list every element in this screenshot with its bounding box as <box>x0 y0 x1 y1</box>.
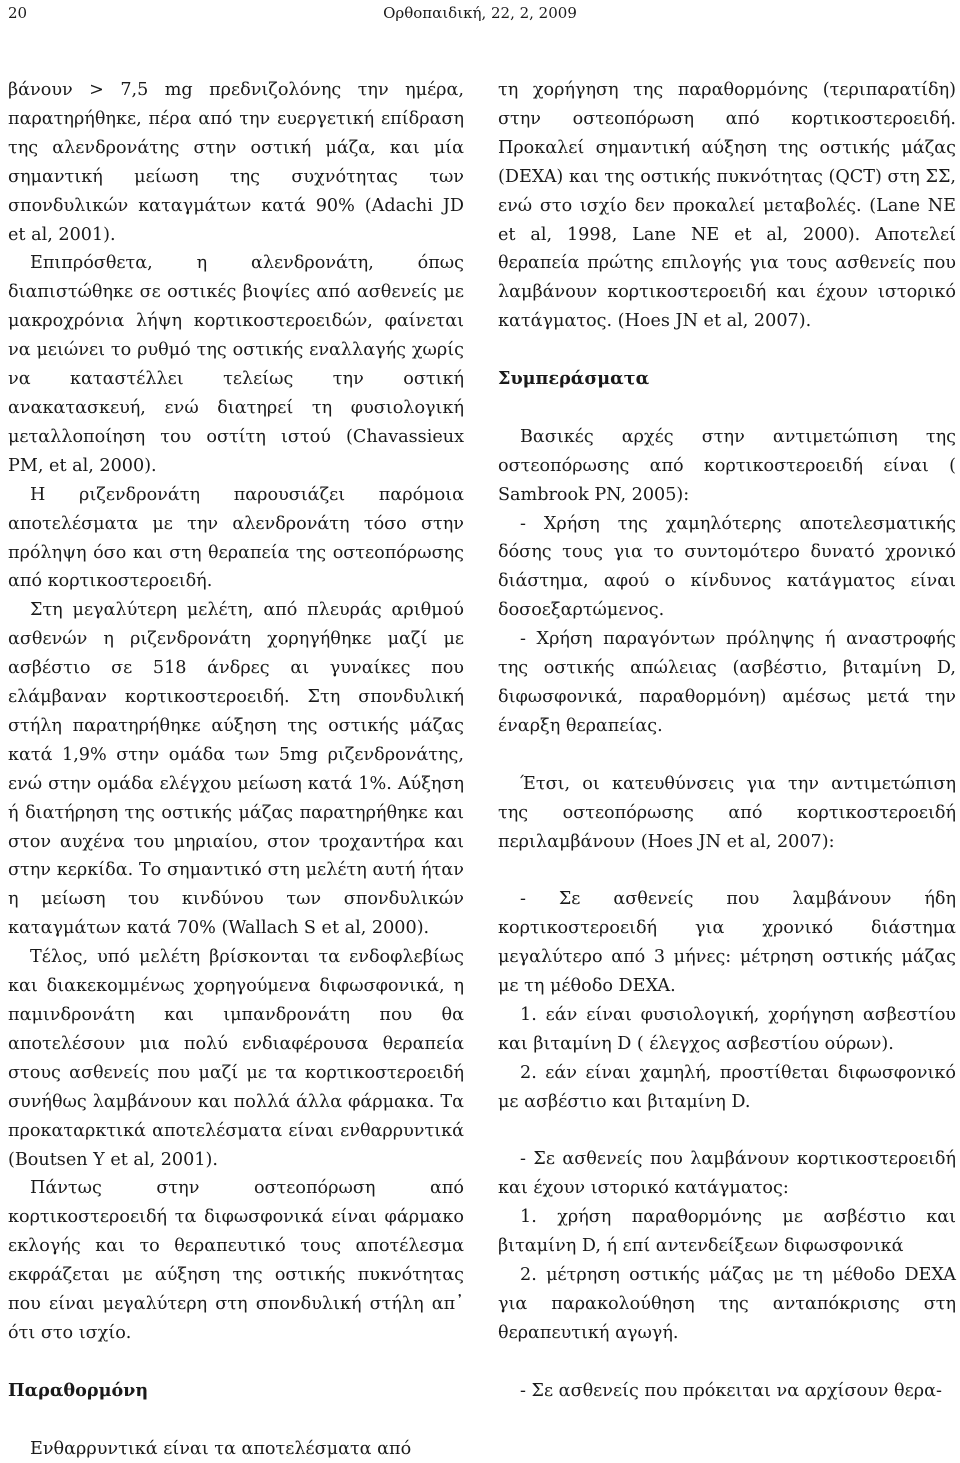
right-column <box>498 76 956 1406</box>
list-item: - Σε ασθενείς που πρόκειται να αρχίσουν θερα- <box>520 1380 942 1401</box>
paragraph: Επιπρόσθετα, η αλενδρονάτη, όπως διαπιστώθηκε σε οστικές βιοψίες από ασθενείς με μακροχρόνια λήψη κορτικοστεροειδών, φαίνεται να μειώνει το ρυθμό της οστικής εναλλαγής χωρίς να καταστέλλει τελείως την οστική ανακατασκευή, ενώ διατηρεί τη φυσιολογική μεταλλοποίηση του οστίτη ιστού (Chavassieux PM, et al, 2000). <box>8 253 464 476</box>
page-number: 20 <box>8 4 28 22</box>
page-header <box>8 4 952 24</box>
paragraph: βάνουν > 7,5 mg πρεδνιζολόνης την ημέρα, παρατηρήθηκε, πέρα από την ευεργετική επίδραση της αλενδρονάτης στην οστική μάζα, και μία σημαντική μείωση της συχνότητας των σπονδυλικών καταγμάτων κατά 90% (Adachi JD et al, 2001). <box>8 80 464 245</box>
list-item: 1. εάν είναι φυσιολογική, χορήγηση ασβεστίου και βιταμίνη D ( έλεγχος ασβεστίου ούρων). <box>498 1004 956 1054</box>
paragraph: Τέλος, υπό μελέτη βρίσκονται τα ενδοφλεβίως και διακεκομμένως χορηγούμενα διφωσφονικά, η παμινδρονάτη και ιμπανδρονάτη που θα αποτελέσουν μια πολύ ενδιαφέρουσα θεραπεία στους ασθενείς που μαζί με τα κορτικοστεροειδή συνήθως λαμβάνουν και πολλά άλλα φάρμακα. Τα προκαταρκτικά αποτελέσματα είναι ενθαρρυντικά (Boutsen Y et al, 2001). <box>8 947 464 1170</box>
journal-title: Ορθοπαιδική, 22, 2, 2009 <box>383 4 577 22</box>
paragraph: Η ριζενδρονάτη παρουσιάζει παρόμοια αποτελέσματα με την αλενδρονάτη τόσο στην πρόληψη όσο και στη θεραπεία της οστεοπόρωσης από κορτικοστεροειδή. <box>8 484 464 592</box>
paragraph: Στη μεγαλύτερη μελέτη, από πλευράς αριθμού ασθενών η ριζενδρονάτη χορηγήθηκε μαζί με ασβέστιο σε 518 άνδρες αι γυναίκες που ελάμβαναν κορτικοστεροειδή. Στη σπονδυλική στήλη παρατηρήθηκε αύξηση της οστικής μάζας κατά 1,9% στην ομάδα των 5mg ριζενδρονάτης, ενώ στην ομάδα ελέγχου μείωση κατά 1%. Αύξηση ή διατήρηση της οστικής μάζας παρατηρήθηκε και στον αυχένα του μηριαίου, στον τροχαντήρα και στην κερκίδα. Το σημαντικό στη μελέτη αυτή ήταν η μείωση του κινδύνου των σπονδυλικών καταγμάτων κατά 70% (Wallach S et al, 2000). <box>8 600 464 939</box>
list-item: 2. εάν είναι χαμηλή, προστίθεται διφωσφονικό με ασβέστιο και βιταμίνη D. <box>498 1062 956 1112</box>
paragraph: τη χορήγηση της παραθορμόνης (τεριπαρατίδη) στην οστεοπόρωση από κορτικοστεροειδή. Προκαλεί σημαντική αύξηση της οστικής μάζας (DEXA) και της οστικής πυκνότητας (QCT) στη ΣΣ, ενώ στο ισχίο δεν προκαλεί μεταβολές. (Lane NE et al, 1998, Lane NE et al, 2000). Αποτελεί θεραπεία πρώτης επιλογής για τους ασθενείς που λαμβάνουν κορτικοστεροειδή και έχουν ιστορικό κατάγματος. (Hoes JN et al, 2007). <box>498 80 956 332</box>
left-column <box>8 76 464 1463</box>
list-item: - Χρήση της χαμηλότερης αποτελεσματικής δόσης τους για το συντομότερο δυνατό χρονικό διάστημα, αφού ο κίνδυνος κατάγματος είναι δοσοεξαρτώμενος. <box>498 513 956 621</box>
list-item: - Σε ασθενείς που λαμβάνουν κορτικοστεροειδή και έχουν ιστορικό κατάγματος: <box>498 1149 956 1199</box>
section-heading-conclusions: Συμπεράσματα <box>498 368 650 390</box>
paragraph: Βασικές αρχές στην αντιμετώπιση της οστεοπόρωσης από κορτικοστεροειδή είναι ( Sambrook PN, 2005): <box>498 426 956 505</box>
paragraph: Έτσι, οι κατευθύνσεις για την αντιμετώπιση της οστεοπόρωσης από κορτικοστεροειδή περιλαμβάνουν (Hoes JN et al, 2007): <box>498 773 956 852</box>
section-heading-parathormone: Παραθορμόνη <box>8 1379 149 1401</box>
list-item: - Χρήση παραγόντων πρόληψης ή αναστροφής της οστικής απώλειας (ασβέστιο, βιταμίνη D, διφωσφονικά, παραθορμόνη) αμέσως μετά την έναρξη θεραπείας. <box>498 629 956 736</box>
paragraph: Πάντως στην οστεοπόρωση από κορτικοστεροειδή τα διφωσφονικά είναι φάρμακο εκλογής και το θεραπευτικό τους αποτέλεσμα εκφράζεται με αύξηση της οστικής πυκνότητας που είναι μεγαλύτερη στη σπονδυλική στήλη απ᾽ ότι στο ισχίο. <box>8 1178 464 1343</box>
list-item: - Σε ασθενείς που λαμβάνουν ήδη κορτικοστεροειδή για χρονικό διάστημα μεγαλύτερο από 3 μήνες: μέτρηση οστικής μάζας με τη μέθοδο DEXA. <box>498 889 956 997</box>
list-item: 1. χρήση παραθορμόνης με ασβέστιο και βιταμίνη D, ή επί αντενδείξεων διφωσφονικά <box>498 1207 956 1257</box>
paragraph: Ενθαρρυντικά είναι τα αποτελέσματα από <box>30 1438 412 1459</box>
list-item: 2. μέτρηση οστικής μάζας με τη μέθοδο DEXA για παρακολούθηση της ανταπόκρισης στη θεραπευτική αγωγή. <box>498 1265 956 1343</box>
